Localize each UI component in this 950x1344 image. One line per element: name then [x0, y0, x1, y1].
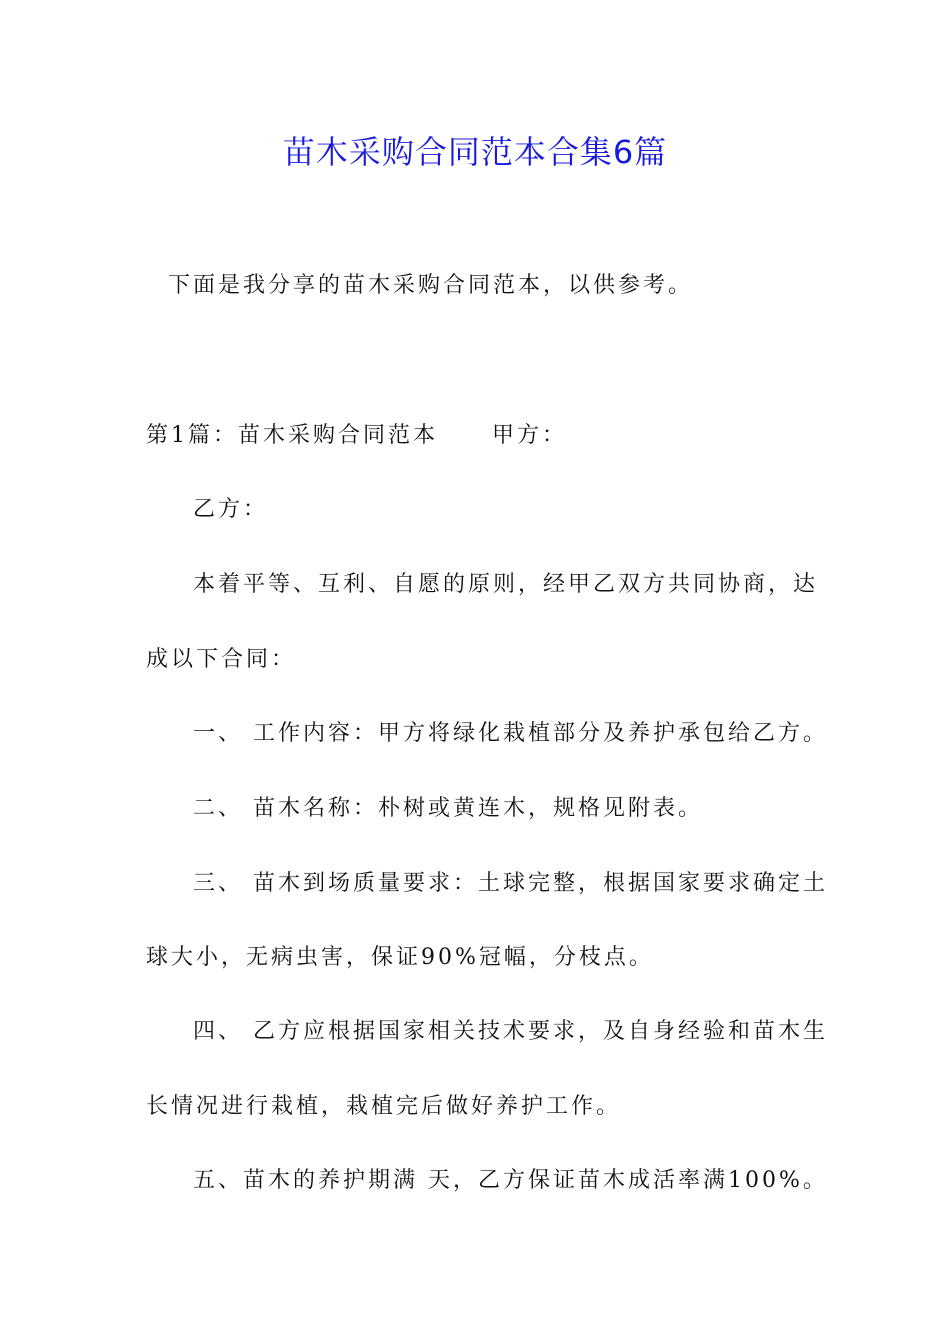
preamble-line-1: 本着平等、互利、自愿的原则，经甲乙双方共同协商，达 [193, 572, 819, 597]
clause-2: 二、 苗木名称：朴树或黄连木，规格见附表。 [193, 796, 703, 821]
clause-1: 一、 工作内容：甲方将绿化栽植部分及养护承包给乙方。 [193, 721, 828, 746]
party-a-label: 甲方： [492, 423, 568, 448]
intro-text: 下面是我分享的苗木采购合同范本，以供参考。 [168, 273, 694, 298]
section-heading-row [146, 420, 567, 452]
clause-4-line-1: 四、 乙方应根据国家相关技术要求，及自身经验和苗木生 [193, 1019, 828, 1044]
clause-3-line-1: 三、 苗木到场质量要求：土球完整，根据国家要求确定土 [193, 871, 828, 896]
preamble-line-2: 成以下合同： [146, 647, 297, 672]
party-b-label: 乙方： [193, 497, 269, 522]
clause-5: 五、苗木的养护期满 天，乙方保证苗木成活率满100%。 [193, 1168, 828, 1193]
clause-3-line-2: 球大小，无病虫害，保证90%冠幅，分枝点。 [146, 945, 654, 970]
clause-4-line-2: 长情况进行栽植，栽植完后做好养护工作。 [146, 1094, 622, 1119]
document-title: 苗木采购合同范本合集6篇 [282, 133, 668, 171]
section-heading: 第1篇：苗木采购合同范本 [146, 423, 438, 448]
